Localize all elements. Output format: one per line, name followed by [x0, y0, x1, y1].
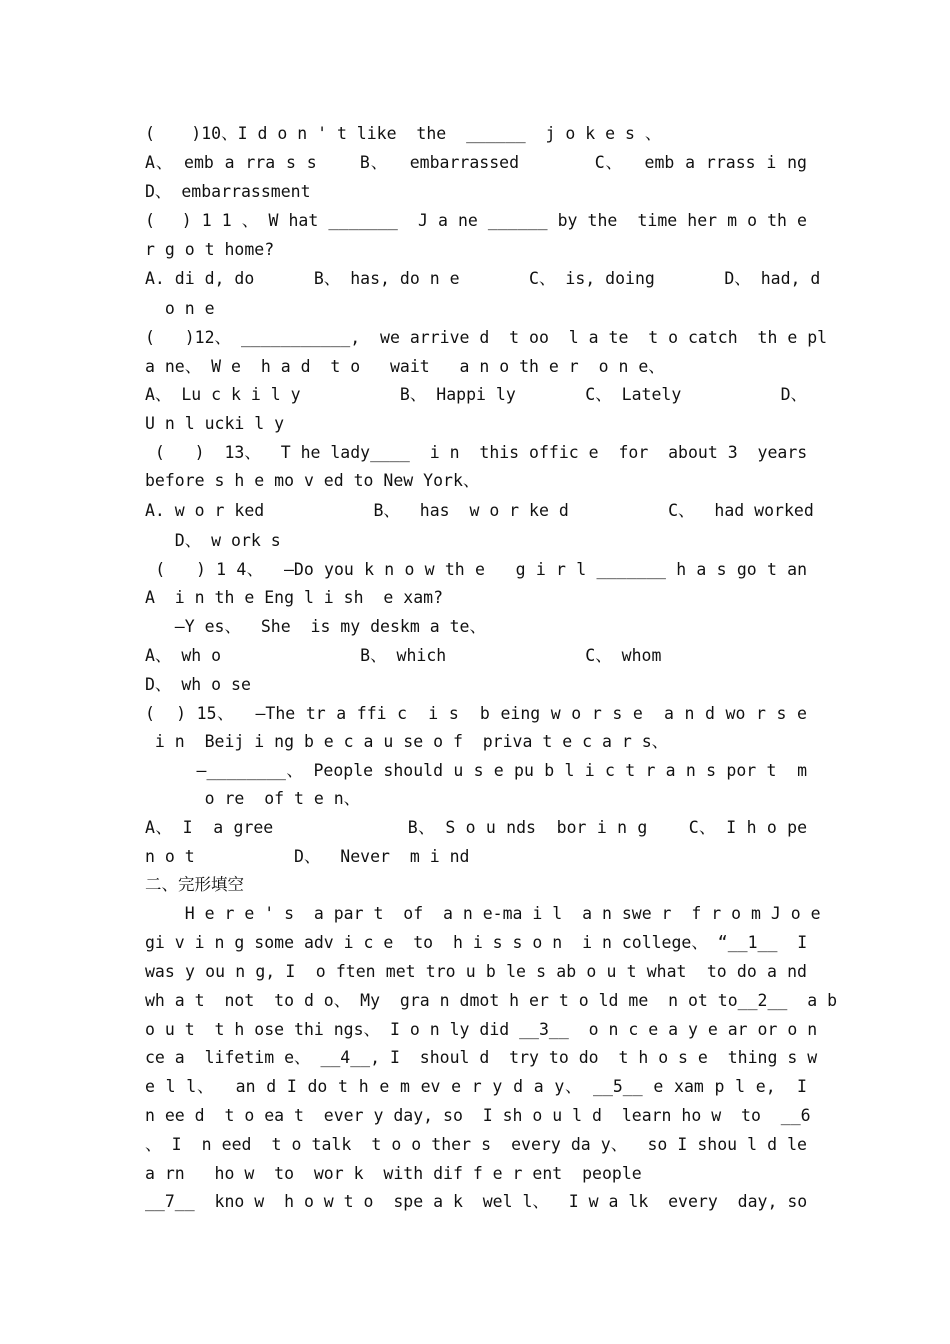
q15-answer-line2: o re of t e n、 — [145, 789, 361, 808]
q14-stem-line2: A i n th e Eng l i sh e xam? — [145, 588, 444, 607]
q12-stem-line1: ( )12、 ___________, we arrive d t oo l a te t o catch th e pl — [145, 328, 828, 347]
q11-options-line1: A. di d, do B、 has, do n e C、 is, doing D、 had, d — [145, 269, 821, 288]
q10-stem: ( )10、I d o n ' t like the ______ j o k e s 、 — [145, 124, 662, 143]
q14-stem-line1: ( ) 1 4、 —Do you k n o w th e g i r l _______ h a s go t an — [145, 560, 807, 579]
q11-options-line2: o n e — [145, 299, 215, 318]
passage-line: wh a t not to d o、 My gra n dmot h er t o ld me n ot to__2__ a b — [145, 991, 838, 1010]
q12-options-line1: A、 Lu c k i l y B、 Happi ly C、 Lately D、 — [145, 385, 808, 404]
passage-line: 、 I n eed t o talk t o o ther s every da y、 so I shou l d le — [145, 1135, 807, 1154]
q13-options-line1: A. w o r ked B、 has w o r ke d C、 had worked — [145, 501, 814, 520]
passage-line: __7__ kno w h o w t o spe a k wel l、 I w a lk every day, so — [145, 1192, 808, 1211]
q15-options-line2: n o t D、 Never m i nd — [145, 847, 470, 866]
passage-line: n ee d t o ea t ever y day, so I sh o u l d learn ho w to __6 — [145, 1106, 811, 1125]
q12-options-line2: U n l ucki l y — [145, 414, 285, 433]
q15-stem-line1: ( ) 15、 —The tr a ffi c i s b eing w o r s e a n d wo r s e — [145, 704, 807, 723]
q10-options-line1: A、 emb a rra s s B、 embarrassed C、 emb a rrass i ng — [145, 153, 807, 172]
q11-stem-line1: ( ) 1 1 、 W hat _______ J a ne ______ by the time her m o th e — [145, 211, 807, 230]
q12-stem-line2: a ne、 W e h a d t o wait a n o th e r o n e、 — [145, 357, 665, 376]
q13-stem-line1: ( ) 13、 T he lady____ i n this offic e for about 3 years — [145, 443, 808, 462]
passage-line: H e r e ' s a par t of a n e-ma i l a n swe r f r o m J o e — [145, 904, 821, 923]
passage-line: ce a lifetim e、 __4__, I shoul d try to do t h o s e thing s w — [145, 1048, 818, 1067]
section2-heading: 二、完形填空 — [145, 875, 244, 894]
q15-options-line1: A、 I a gree B、 S o u nds bor i n g C、 I h o pe — [145, 818, 807, 837]
passage-line: o u t t h ose thi ngs、 I o n ly did __3__ o n c e a y e ar or o n — [145, 1020, 818, 1039]
passage-line: a rn ho w to wor k with dif f e r ent people — [145, 1164, 642, 1183]
q15-answer-line1: —________、 People should u s e pu b l i c t r a n s por t m — [145, 761, 807, 780]
q14-answer: —Y es、 She is my deskm a te、 — [145, 617, 486, 636]
q11-stem-line2: r g o t home? — [145, 240, 275, 259]
q10-options-line2: D、 embarrassment — [145, 182, 311, 201]
q13-options-line2: D、 w ork s — [145, 531, 281, 550]
passage-line: gi v i n g some adv i c e to h i s s o n i n college、 “__1__ I — [145, 933, 808, 952]
q13-stem-line2: before s h e mo v ed to New York、 — [145, 471, 480, 490]
passage-line: e l l、 an d I do t h e m ev e r y d a y、 __5__ e xam p l e, I — [145, 1077, 807, 1096]
q15-stem-line2: i n Beij i ng b e c a u se o f priva t e c a r s、 — [145, 732, 669, 751]
q14-options-line1: A、 wh o B、 which C、 whom — [145, 646, 662, 665]
q14-options-line2: D、 wh o se — [145, 675, 251, 694]
passage-line: was y ou n g, I o ften met tro u b le s ab o u t what to do a nd — [145, 962, 807, 981]
